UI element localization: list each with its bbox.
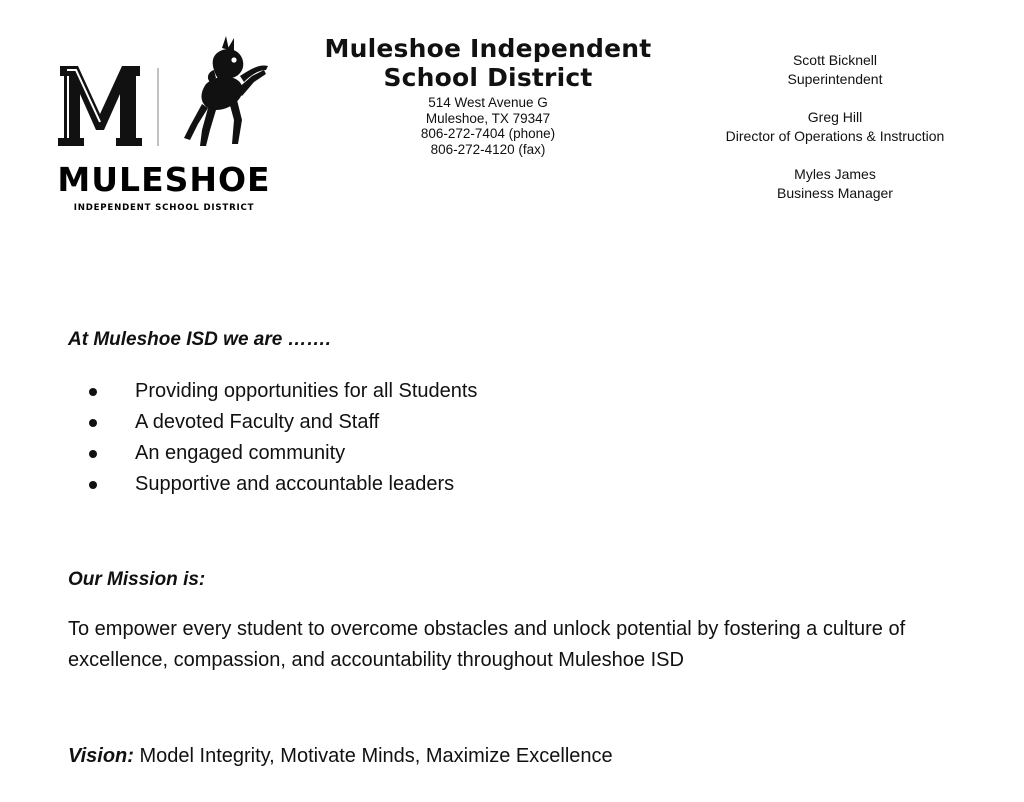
list-item (68, 376, 968, 407)
staff-title: Director of Operations & Instruction (725, 128, 945, 144)
logo-wordmark: MULESHOE (57, 160, 271, 199)
values-heading: At Muleshoe ISD we are ……. (68, 329, 331, 350)
district-logo (56, 34, 272, 214)
staff-directory (704, 51, 966, 203)
staff-entry (704, 165, 966, 203)
list-item-text: An engaged community (135, 442, 346, 464)
logo-graphic (56, 34, 272, 214)
staff-entry (704, 51, 966, 89)
vision-text: Model Integrity, Motivate Minds, Maximize Excellence (133, 745, 613, 767)
bullet-icon (89, 419, 97, 427)
values-section (68, 327, 968, 500)
district-address (286, 95, 690, 157)
mission-heading: Our Mission is: (68, 569, 206, 590)
district-name-line2: School District (383, 63, 593, 92)
logo-subtitle: INDEPENDENT SCHOOL DISTRICT (73, 203, 255, 213)
bullet-icon (89, 388, 97, 396)
staff-name: Greg Hill (807, 109, 863, 125)
list-item-text: Providing opportunities for all Students (135, 380, 478, 402)
mission-statement: To empower every student to overcome obstacles and unlock potential by fostering a culture of excellence, compassion, and accountability throughout Muleshoe ISD (68, 618, 906, 671)
bucking-mule-icon (184, 36, 268, 146)
list-item-text: Supportive and accountable leaders (135, 473, 455, 495)
staff-title: Business Manager (777, 185, 893, 201)
district-name-line1: Muleshoe Independent (324, 34, 652, 63)
fax-number: 806-272-4120 (fax) (430, 141, 546, 157)
values-list (68, 376, 968, 500)
vision-label: Vision: (68, 745, 134, 767)
list-item (68, 407, 968, 438)
list-item-text: A devoted Faculty and Staff (135, 411, 380, 433)
address-city: Muleshoe, TX 79347 (425, 110, 551, 126)
vision-statement (68, 742, 613, 770)
address-street: 514 West Avenue G (428, 95, 548, 110)
list-item (68, 469, 968, 500)
bullet-icon (89, 481, 97, 489)
monogram-m (58, 66, 142, 146)
bullet-icon (89, 450, 97, 458)
phone-number: 806-272-7404 (phone) (420, 126, 556, 141)
staff-title: Superintendent (787, 71, 883, 87)
staff-name: Myles James (794, 166, 876, 182)
staff-name: Scott Bicknell (792, 52, 878, 68)
list-item (68, 438, 968, 469)
district-header (286, 34, 690, 157)
staff-entry (704, 108, 966, 146)
